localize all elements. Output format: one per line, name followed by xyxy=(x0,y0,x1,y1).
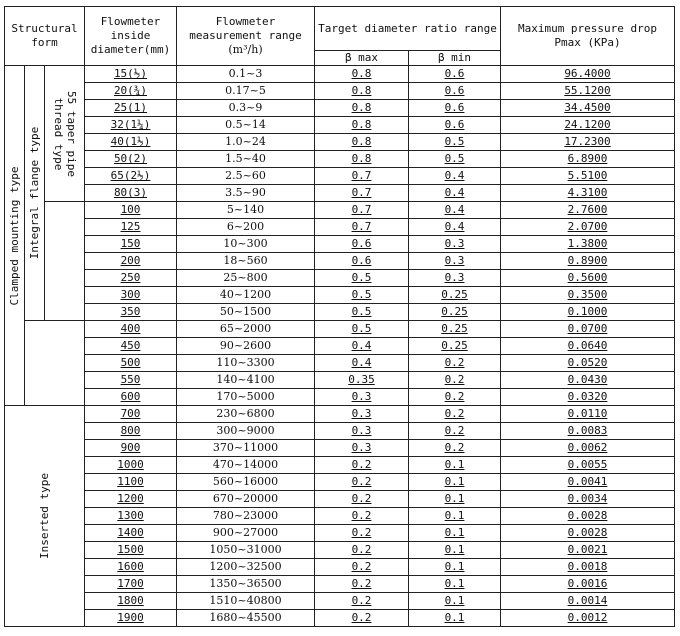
range-cell: 10~300 xyxy=(177,236,315,253)
beta-max-cell: 0.2 xyxy=(315,525,409,542)
table-row xyxy=(5,372,675,389)
beta-max-cell: 0.3 xyxy=(315,423,409,440)
pressure-cell: 34.4500 xyxy=(501,100,675,117)
diameter-cell: 65(2½) xyxy=(85,168,177,185)
diameter-cell: 15(½) xyxy=(85,66,177,83)
beta-max-cell: 0.3 xyxy=(315,406,409,423)
beta-max-cell: 0.4 xyxy=(315,355,409,372)
beta-min-cell: 0.6 xyxy=(409,66,501,83)
beta-max-cell: 0.5 xyxy=(315,321,409,338)
pressure-cell: 0.0041 xyxy=(501,474,675,491)
beta-min-cell: 0.2 xyxy=(409,440,501,457)
beta-min-cell: 0.6 xyxy=(409,117,501,134)
diameter-cell: 25(1) xyxy=(85,100,177,117)
beta-max-cell: 0.8 xyxy=(315,66,409,83)
beta-max-cell: 0.3 xyxy=(315,389,409,406)
table-row xyxy=(5,168,675,185)
pressure-cell: 0.0055 xyxy=(501,457,675,474)
diameter-cell: 1300 xyxy=(85,508,177,525)
beta-max-cell: 0.2 xyxy=(315,559,409,576)
table-row xyxy=(5,440,675,457)
header-pressure-label: Maximum pressure drop xyxy=(517,22,658,35)
range-cell: 50~1500 xyxy=(177,304,315,321)
pressure-cell: 0.0028 xyxy=(501,508,675,525)
pressure-cell: 2.0700 xyxy=(501,219,675,236)
pressure-cell: 0.8900 xyxy=(501,253,675,270)
table-row xyxy=(5,423,675,440)
table-row xyxy=(5,389,675,406)
diameter-cell: 500 xyxy=(85,355,177,372)
group-integral-blank xyxy=(45,202,85,321)
range-cell: 300~9000 xyxy=(177,423,315,440)
beta-max-cell: 0.7 xyxy=(315,168,409,185)
diameter-cell: 600 xyxy=(85,389,177,406)
table-row xyxy=(5,338,675,355)
header-beta-max: β max xyxy=(315,51,409,66)
table-row xyxy=(5,83,675,100)
beta-min-cell: 0.3 xyxy=(409,253,501,270)
header-pressure-sub: Pmax (KPa) xyxy=(554,36,621,49)
diameter-cell: 80(3) xyxy=(85,185,177,202)
range-cell: 0.3~9 xyxy=(177,100,315,117)
beta-min-cell: 0.1 xyxy=(409,559,501,576)
header-ratio: Target diameter ratio range xyxy=(315,7,501,51)
diameter-cell: 32(1¼) xyxy=(85,117,177,134)
range-cell: 1.5~40 xyxy=(177,151,315,168)
beta-max-cell: 0.2 xyxy=(315,457,409,474)
range-cell: 25~800 xyxy=(177,270,315,287)
table-row xyxy=(5,304,675,321)
beta-min-cell: 0.5 xyxy=(409,134,501,151)
range-cell: 370~11000 xyxy=(177,440,315,457)
beta-min-cell: 0.25 xyxy=(409,338,501,355)
table-row xyxy=(5,406,675,423)
diameter-cell: 40(1½) xyxy=(85,134,177,151)
diameter-cell: 1200 xyxy=(85,491,177,508)
pressure-cell: 0.5600 xyxy=(501,270,675,287)
table-row xyxy=(5,559,675,576)
pressure-cell: 0.0520 xyxy=(501,355,675,372)
group-inserted xyxy=(5,406,85,627)
beta-max-cell: 0.2 xyxy=(315,576,409,593)
table-row xyxy=(5,457,675,474)
group-integral xyxy=(25,66,45,321)
beta-min-cell: 0.1 xyxy=(409,610,501,627)
group-thread xyxy=(45,66,85,202)
table-row xyxy=(5,270,675,287)
pressure-cell: 0.0320 xyxy=(501,389,675,406)
range-cell: 40~1200 xyxy=(177,287,315,304)
diameter-cell: 700 xyxy=(85,406,177,423)
beta-min-cell: 0.6 xyxy=(409,100,501,117)
beta-max-cell: 0.6 xyxy=(315,253,409,270)
pressure-cell: 0.0018 xyxy=(501,559,675,576)
beta-max-cell: 0.7 xyxy=(315,202,409,219)
header-beta-min: β min xyxy=(409,51,501,66)
pressure-cell: 24.1200 xyxy=(501,117,675,134)
beta-min-cell: 0.3 xyxy=(409,270,501,287)
group-clamped-label: Clamped mounting type xyxy=(7,165,21,306)
diameter-cell: 350 xyxy=(85,304,177,321)
beta-max-cell: 0.6 xyxy=(315,236,409,253)
table-row xyxy=(5,491,675,508)
pressure-cell: 4.3100 xyxy=(501,185,675,202)
beta-min-cell: 0.2 xyxy=(409,355,501,372)
range-cell: 900~27000 xyxy=(177,525,315,542)
diameter-cell: 50(2) xyxy=(85,151,177,168)
diameter-cell: 250 xyxy=(85,270,177,287)
table-row xyxy=(5,236,675,253)
range-cell: 110~3300 xyxy=(177,355,315,372)
pressure-cell: 0.3500 xyxy=(501,287,675,304)
range-cell: 470~14000 xyxy=(177,457,315,474)
range-cell: 1350~36500 xyxy=(177,576,315,593)
table-row xyxy=(5,474,675,491)
range-cell: 0.1~3 xyxy=(177,66,315,83)
beta-min-cell: 0.25 xyxy=(409,304,501,321)
beta-max-cell: 0.2 xyxy=(315,491,409,508)
diameter-cell: 1700 xyxy=(85,576,177,593)
table-row xyxy=(5,134,675,151)
diameter-cell: 450 xyxy=(85,338,177,355)
flowmeter-spec-table xyxy=(4,6,675,627)
beta-max-cell: 0.4 xyxy=(315,338,409,355)
diameter-cell: 1900 xyxy=(85,610,177,627)
diameter-cell: 1500 xyxy=(85,542,177,559)
range-cell: 1680~45500 xyxy=(177,610,315,627)
range-cell: 780~23000 xyxy=(177,508,315,525)
pressure-cell: 0.0012 xyxy=(501,610,675,627)
group-clamped-blank xyxy=(25,321,85,406)
range-cell: 18~560 xyxy=(177,253,315,270)
beta-min-cell: 0.5 xyxy=(409,151,501,168)
diameter-cell: 400 xyxy=(85,321,177,338)
range-cell: 560~16000 xyxy=(177,474,315,491)
beta-min-cell: 0.1 xyxy=(409,593,501,610)
range-cell: 670~20000 xyxy=(177,491,315,508)
pressure-cell: 6.8900 xyxy=(501,151,675,168)
beta-max-cell: 0.3 xyxy=(315,440,409,457)
table-row xyxy=(5,610,675,627)
table-row xyxy=(5,321,675,338)
range-cell: 1200~32500 xyxy=(177,559,315,576)
pressure-cell: 96.4000 xyxy=(501,66,675,83)
beta-max-cell: 0.8 xyxy=(315,134,409,151)
pressure-cell: 0.0430 xyxy=(501,372,675,389)
beta-min-cell: 0.1 xyxy=(409,491,501,508)
beta-max-cell: 0.7 xyxy=(315,185,409,202)
pressure-cell: 5.5100 xyxy=(501,168,675,185)
pressure-cell: 0.0083 xyxy=(501,423,675,440)
diameter-cell: 20(¾) xyxy=(85,83,177,100)
range-cell: 0.17~5 xyxy=(177,83,315,100)
beta-min-cell: 0.1 xyxy=(409,576,501,593)
table-row xyxy=(5,185,675,202)
beta-min-cell: 0.1 xyxy=(409,457,501,474)
beta-min-cell: 0.2 xyxy=(409,372,501,389)
range-cell: 6~200 xyxy=(177,219,315,236)
pressure-cell: 0.0028 xyxy=(501,525,675,542)
range-cell: 0.5~14 xyxy=(177,117,315,134)
table-row xyxy=(5,355,675,372)
beta-max-cell: 0.2 xyxy=(315,542,409,559)
diameter-cell: 125 xyxy=(85,219,177,236)
beta-min-cell: 0.25 xyxy=(409,321,501,338)
table-row xyxy=(5,219,675,236)
range-cell: 140~4100 xyxy=(177,372,315,389)
pressure-cell: 0.0062 xyxy=(501,440,675,457)
diameter-cell: 100 xyxy=(85,202,177,219)
pressure-cell: 0.1000 xyxy=(501,304,675,321)
range-cell: 90~2600 xyxy=(177,338,315,355)
beta-min-cell: 0.4 xyxy=(409,219,501,236)
diameter-cell: 200 xyxy=(85,253,177,270)
diameter-cell: 1100 xyxy=(85,474,177,491)
group-thread-label: 55 taper pipe thread type xyxy=(51,90,78,177)
beta-max-cell: 0.5 xyxy=(315,287,409,304)
range-cell: 170~5000 xyxy=(177,389,315,406)
beta-max-cell: 0.8 xyxy=(315,151,409,168)
beta-max-cell: 0.2 xyxy=(315,610,409,627)
beta-min-cell: 0.4 xyxy=(409,168,501,185)
table-row xyxy=(5,117,675,134)
range-cell: 1510~40800 xyxy=(177,593,315,610)
beta-min-cell: 0.4 xyxy=(409,202,501,219)
beta-max-cell: 0.8 xyxy=(315,117,409,134)
table-row xyxy=(5,542,675,559)
range-cell: 1.0~24 xyxy=(177,134,315,151)
table-row xyxy=(5,100,675,117)
range-cell: 230~6800 xyxy=(177,406,315,423)
diameter-cell: 550 xyxy=(85,372,177,389)
header-diameter: Flowmeter inside diameter(mm) xyxy=(85,7,177,66)
beta-max-cell: 0.7 xyxy=(315,219,409,236)
beta-min-cell: 0.25 xyxy=(409,287,501,304)
range-cell: 3.5~90 xyxy=(177,185,315,202)
table-row xyxy=(5,287,675,304)
table-row xyxy=(5,576,675,593)
beta-min-cell: 0.3 xyxy=(409,236,501,253)
beta-min-cell: 0.2 xyxy=(409,423,501,440)
table-row xyxy=(5,593,675,610)
diameter-cell: 1800 xyxy=(85,593,177,610)
table-row xyxy=(5,525,675,542)
header-pressure xyxy=(501,7,675,66)
beta-min-cell: 0.1 xyxy=(409,474,501,491)
diameter-cell: 1000 xyxy=(85,457,177,474)
beta-max-cell: 0.5 xyxy=(315,270,409,287)
pressure-cell: 0.0700 xyxy=(501,321,675,338)
pressure-cell: 0.0034 xyxy=(501,491,675,508)
group-clamped xyxy=(5,66,25,406)
beta-min-cell: 0.1 xyxy=(409,525,501,542)
beta-max-cell: 0.2 xyxy=(315,474,409,491)
diameter-cell: 1400 xyxy=(85,525,177,542)
beta-max-cell: 0.8 xyxy=(315,83,409,100)
diameter-cell: 1600 xyxy=(85,559,177,576)
beta-min-cell: 0.4 xyxy=(409,185,501,202)
group-integral-label: Integral flange type xyxy=(27,126,41,260)
pressure-cell: 1.3800 xyxy=(501,236,675,253)
header-range-label: Flowmeter measurement range xyxy=(189,15,302,42)
table-row xyxy=(5,66,675,83)
beta-min-cell: 0.6 xyxy=(409,83,501,100)
beta-min-cell: 0.2 xyxy=(409,406,501,423)
header-range xyxy=(177,7,315,66)
group-inserted-label: Inserted type xyxy=(37,472,51,560)
diameter-cell: 900 xyxy=(85,440,177,457)
header-structural-form: Structural form xyxy=(5,7,85,66)
diameter-cell: 300 xyxy=(85,287,177,304)
diameter-cell: 150 xyxy=(85,236,177,253)
beta-max-cell: 0.35 xyxy=(315,372,409,389)
beta-min-cell: 0.2 xyxy=(409,389,501,406)
diameter-cell: 800 xyxy=(85,423,177,440)
table-row xyxy=(5,508,675,525)
table-row xyxy=(5,151,675,168)
pressure-cell: 0.0021 xyxy=(501,542,675,559)
range-cell: 1050~31000 xyxy=(177,542,315,559)
beta-max-cell: 0.8 xyxy=(315,100,409,117)
beta-max-cell: 0.5 xyxy=(315,304,409,321)
header-range-unit: (m³/h) xyxy=(228,43,263,56)
pressure-cell: 55.1200 xyxy=(501,83,675,100)
range-cell: 5~140 xyxy=(177,202,315,219)
pressure-cell: 0.0014 xyxy=(501,593,675,610)
beta-max-cell: 0.2 xyxy=(315,593,409,610)
pressure-cell: 0.0110 xyxy=(501,406,675,423)
range-cell: 65~2000 xyxy=(177,321,315,338)
pressure-cell: 0.0640 xyxy=(501,338,675,355)
beta-min-cell: 0.1 xyxy=(409,508,501,525)
pressure-cell: 2.7600 xyxy=(501,202,675,219)
beta-max-cell: 0.2 xyxy=(315,508,409,525)
beta-min-cell: 0.1 xyxy=(409,542,501,559)
table-row xyxy=(5,202,675,219)
range-cell: 2.5~60 xyxy=(177,168,315,185)
pressure-cell: 17.2300 xyxy=(501,134,675,151)
pressure-cell: 0.0016 xyxy=(501,576,675,593)
table-row xyxy=(5,253,675,270)
